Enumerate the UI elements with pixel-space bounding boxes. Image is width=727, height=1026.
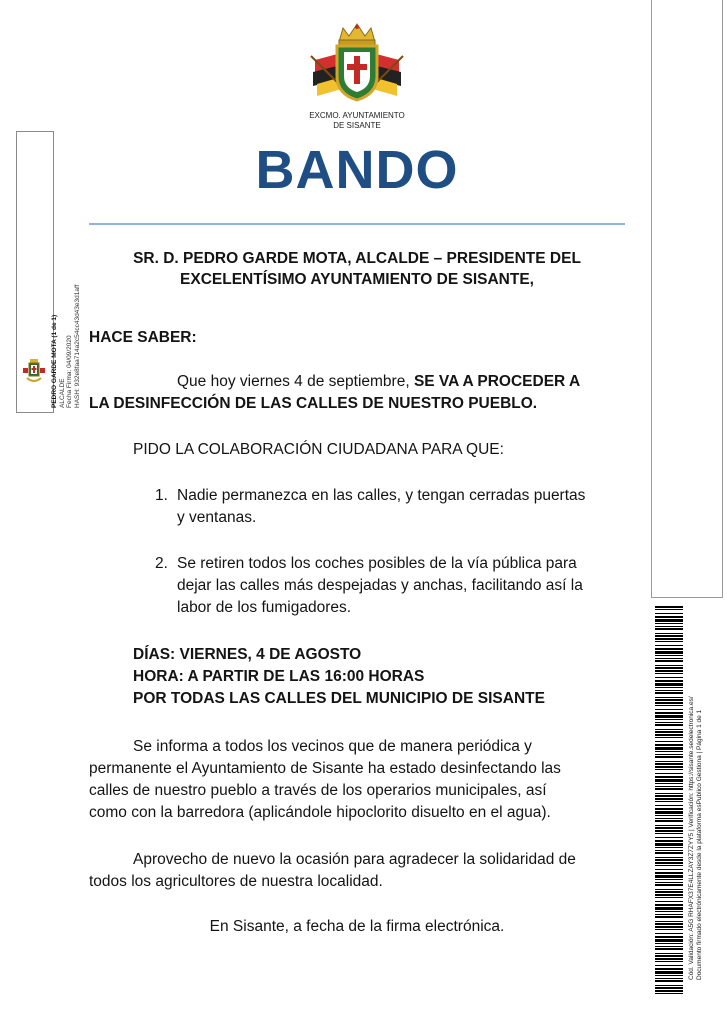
intro-text: Que hoy viernes 4 de septiembre, <box>177 373 414 390</box>
list-item-number: 1. <box>155 487 168 504</box>
paragraph-line: todos los agricultores de nuestra localidad. <box>89 873 383 890</box>
closing-line: En Sisante, a fecha de la firma electrónica. <box>209 918 505 935</box>
schedule-place: POR TODAS LAS CALLES DEL MUNICIPIO DE SISANTE <box>133 690 545 707</box>
municipal-crest-icon <box>305 22 409 104</box>
thanks-paragraph <box>89 849 625 893</box>
verification-line-2: Documento firmado electrónicamente desde la plataforma esPublico Gestiona | Página 1 de 1 <box>696 709 703 980</box>
list-item-line: dejar las calles más despejadas y anchas, facilitando así la <box>177 577 583 594</box>
list-item-line: Se retiren todos los coches posibles de la vía pública para <box>177 555 577 572</box>
announcement-intro <box>89 371 625 415</box>
signer-role: ALCALDE <box>58 378 66 408</box>
mayor-heading <box>89 248 625 290</box>
paragraph-line: Aprovecho de nuevo la ocasión para agradecer la solidaridad de <box>133 851 576 868</box>
signer-name: PEDRO GARDE MOTA (1 de 1) <box>51 314 58 408</box>
institution-line-2: DE SISANTE <box>333 121 381 130</box>
collaboration-request: PIDO LA COLABORACIÓN CIUDADANA PARA QUE: <box>133 441 504 458</box>
list-item <box>177 553 625 619</box>
signature-seal-icon <box>22 358 46 388</box>
list-item-number: 2. <box>155 555 168 572</box>
list-item-line: labor de los fumigadores. <box>177 599 352 616</box>
institution-line-1: EXCMO. AYUNTAMIENTO <box>309 111 405 120</box>
barcode-icon <box>655 606 683 994</box>
signature-hash: HASH: 932e8faa714a2c54cc43d43e3d1aff <box>73 284 81 408</box>
list-item-line: Nadie permanezca en las calles, y tengan cerradas puertas <box>177 487 586 504</box>
institution-name <box>257 111 457 131</box>
hace-saber: HACE SABER: <box>89 329 197 346</box>
schedule-days: DÍAS: VIERNES, 4 DE AGOSTO <box>133 646 362 663</box>
list-item <box>177 485 625 529</box>
mayor-heading-line-2: EXCELENTÍSIMO AYUNTAMIENTO DE SISANTE, <box>180 271 534 288</box>
mayor-heading-line-1: SR. D. PEDRO GARDE MOTA, ALCALDE – PRESIDENTE DEL <box>133 250 581 267</box>
intro-bold-2: LA DESINFECCIÓN DE LAS CALLES DE NUESTRO PUEBLO. <box>89 395 538 412</box>
paragraph-line: calles de nuestro pueblo a través de los operarios municipales, así <box>89 782 547 799</box>
signature-date: Fecha Firma: 04/09/2020 <box>66 335 73 408</box>
document-title: BANDO <box>255 140 459 200</box>
list-item-line: y ventanas. <box>177 509 257 526</box>
paragraph-line: permanente el Ayuntamiento de Sisante ha estado desinfectando las <box>89 760 561 777</box>
verification-text <box>688 650 704 980</box>
intro-bold-1: SE VA A PROCEDER A <box>413 373 581 390</box>
title-divider <box>89 223 625 225</box>
signature-text <box>51 140 81 408</box>
paragraph-line: como con la barredora (aplicándole hipoclorito disuelto en el agua). <box>89 804 551 821</box>
paragraph-line: Se informa a todos los vecinos que de manera periódica y <box>133 738 532 755</box>
schedule-block <box>133 644 545 710</box>
right-margin-frame <box>651 0 723 598</box>
verification-line-1: Cód. Validación: A5G RHAFX37E4LLZAY3Z7ZYY5 | Verificación: https://sisante.sedelectronica.es/ <box>688 696 695 980</box>
info-paragraph <box>89 736 625 824</box>
schedule-time: HORA: A PARTIR DE LAS 16:00 HORAS <box>133 668 425 685</box>
